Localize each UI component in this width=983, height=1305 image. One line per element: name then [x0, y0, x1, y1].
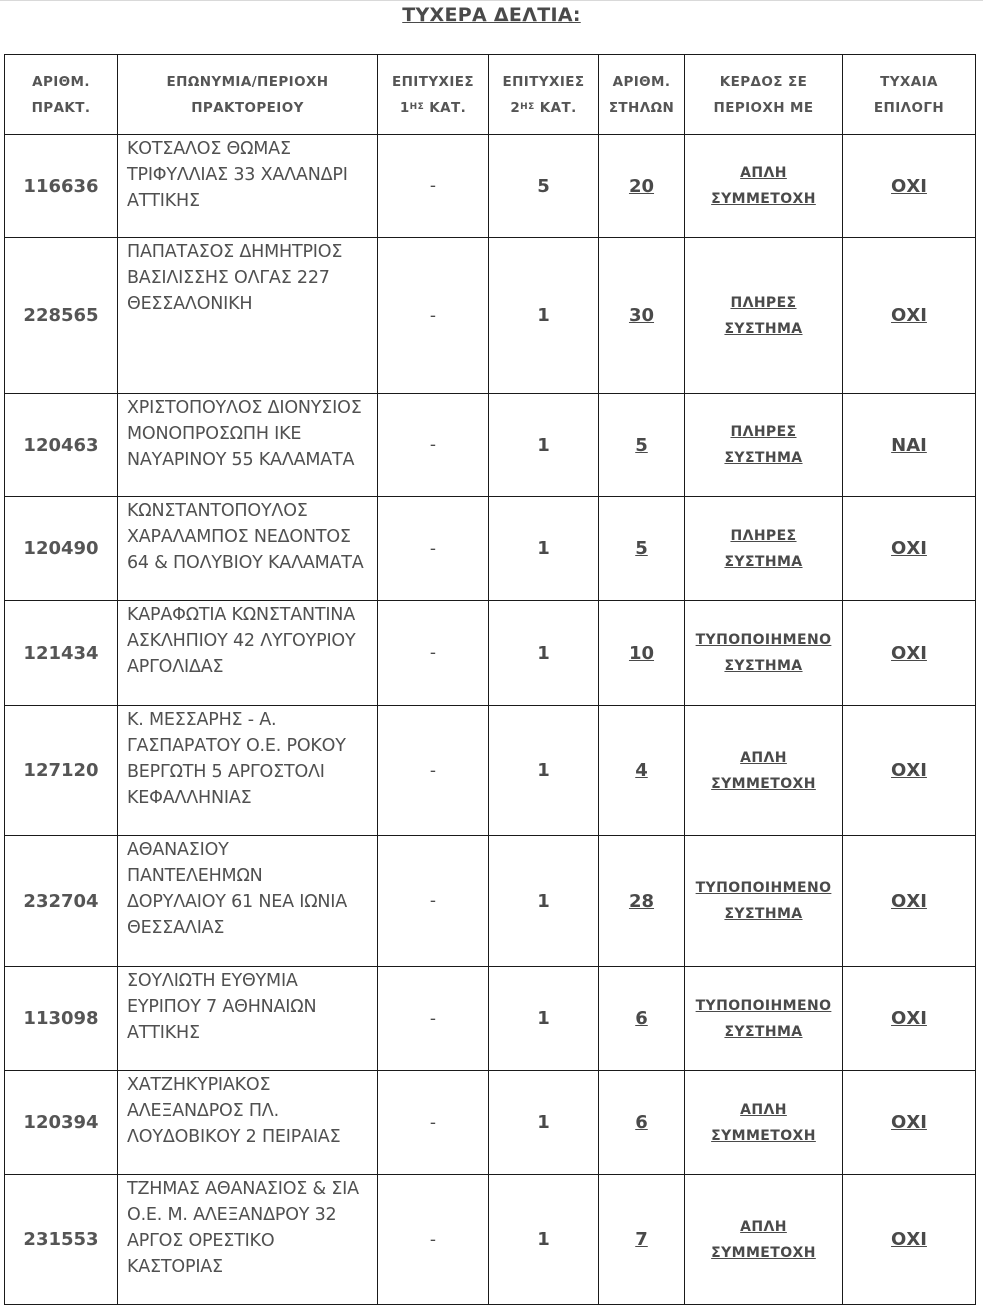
agency-code: 120490	[5, 497, 118, 601]
random-pick	[843, 1175, 976, 1305]
first-category-wins: -	[378, 238, 489, 394]
gain-type-link[interactable]: ΤΥΠΟΠΟΙΗΜΕΝΟ	[695, 632, 832, 648]
random-pick	[843, 836, 976, 967]
agency-code: 121434	[5, 601, 118, 706]
random-pick	[843, 967, 976, 1071]
table-row	[5, 238, 976, 394]
agency-name: ΚΑΡΑΦΩΤΙΑ ΚΩΝΣΤΑΝΤΙΝΑ ΑΣΚΛΗΠΙΟΥ 42 ΛΥΓΟΥΡΙΟΥ ΑΡΓΟΛΙΔΑΣ	[118, 601, 378, 706]
gain-type-link[interactable]: ΑΠΛΗ	[740, 1218, 787, 1235]
agency-name: ΚΩΝΣΤΑΝΤΟΠΟΥΛΟΣ ΧΑΡΑΛΑΜΠΟΣ ΝΕΔΟΝΤΟΣ 64 & ΠΟΛΥΒΙΟΥ ΚΑΛΑΜΑΤΑ	[118, 497, 378, 601]
column-count-link[interactable]: 4	[635, 760, 648, 781]
random-pick-link[interactable]: ΟΧΙ	[891, 890, 927, 912]
second-category-wins: 5	[489, 135, 599, 238]
second-category-wins: 1	[489, 836, 599, 967]
column-count-link[interactable]: 5	[635, 434, 648, 456]
agency-code: 127120	[5, 706, 118, 836]
random-pick-link[interactable]: ΝΑΙ	[891, 434, 927, 456]
gain-type	[685, 1175, 843, 1305]
column-count	[599, 497, 685, 601]
first-category-wins: -	[378, 601, 489, 706]
second-category-wins: 1	[489, 706, 599, 836]
gain-type	[685, 706, 843, 836]
column-count-link[interactable]: 7	[635, 1229, 648, 1250]
gain-type	[685, 601, 843, 706]
first-category-wins: -	[378, 135, 489, 238]
header-agency-code: ΑΡΙΘΜ. ΠΡΑΚΤ.	[5, 55, 118, 135]
gain-type	[685, 1071, 843, 1175]
column-count	[599, 394, 685, 497]
header-row	[5, 55, 976, 135]
header-random-pick: ΤΥΧΑΙΑ ΕΠΙΛΟΓΗ	[843, 55, 976, 135]
table-row	[5, 836, 976, 967]
gain-type-link[interactable]: ΣΥΣΤΗΜΑ	[724, 320, 803, 337]
random-pick	[843, 1071, 976, 1175]
random-pick	[843, 238, 976, 394]
first-category-wins: -	[378, 967, 489, 1071]
random-pick-link[interactable]: ΟΧΙ	[891, 305, 927, 326]
column-count-link[interactable]: 6	[635, 1008, 648, 1029]
random-pick	[843, 497, 976, 601]
second-category-wins: 1	[489, 238, 599, 394]
agency-code: 113098	[5, 967, 118, 1071]
column-count-link[interactable]: 6	[635, 1112, 648, 1133]
lucky-slips-table	[4, 54, 976, 1305]
table-row	[5, 497, 976, 601]
gain-type-link[interactable]: ΠΛΗΡΕΣ	[730, 527, 797, 544]
gain-type-link[interactable]: ΤΥΠΟΠΟΙΗΜΕΝΟ	[695, 880, 832, 896]
column-count	[599, 706, 685, 836]
second-category-wins: 1	[489, 394, 599, 497]
table-row	[5, 1175, 976, 1305]
table-row	[5, 601, 976, 706]
agency-name: ΚΟΤΣΑΛΟΣ ΘΩΜΑΣ ΤΡΙΦΥΛΛΙΑΣ 33 ΧΑΛΑΝΔΡΙ ΑΤΤΙΚΗΣ	[118, 135, 378, 238]
first-category-wins: -	[378, 497, 489, 601]
agency-code: 120463	[5, 394, 118, 497]
page-title: ΤΥΧΕΡΑ ΔΕΛΤΙΑ:	[402, 4, 581, 26]
header-gain-type: ΚΕΡΔΟΣ ΣΕ ΠΕΡΙΟΧΗ ΜΕ	[685, 55, 843, 135]
agency-name: Κ. ΜΕΣΣΑΡΗΣ - Α. ΓΑΣΠΑΡΑΤΟΥ Ο.Ε. ΡΟΚΟΥ ΒΕΡΓΩΤΗ 5 ΑΡΓΟΣΤΟΛΙ ΚΕΦΑΛΛΗΝΙΑΣ	[118, 706, 378, 836]
column-count	[599, 967, 685, 1071]
agency-code: 231553	[5, 1175, 118, 1305]
column-count-link[interactable]: 28	[628, 890, 655, 912]
gain-type-link[interactable]: ΣΥΣΤΗΜΑ	[724, 906, 803, 922]
gain-type	[685, 238, 843, 394]
table-body	[5, 135, 976, 1305]
header-column-count: ΑΡΙΘΜ. ΣΤΗΛΩΝ	[599, 55, 685, 135]
random-pick-link[interactable]: ΟΧΙ	[891, 1008, 927, 1029]
header-first-category-wins: ΕΠΙΤΥΧΙΕΣ $1^{H\Sigma}$ ΚΑΤ.	[378, 55, 489, 135]
random-pick-link[interactable]: ΟΧΙ	[891, 538, 927, 559]
table-row	[5, 967, 976, 1071]
column-count	[599, 238, 685, 394]
random-pick-link[interactable]: ΟΧΙ	[891, 642, 927, 664]
random-pick	[843, 135, 976, 238]
column-count-link[interactable]: 20	[628, 175, 655, 197]
gain-type	[685, 836, 843, 967]
agency-name: ΤΖΗΜΑΣ ΑΘΑΝΑΣΙΟΣ & ΣΙΑ Ο.Ε. Μ. ΑΛΕΞΑΝΔΡΟΥ 32 ΑΡΓΟΣ ΟΡΕΣΤΙΚΟ ΚΑΣΤΟΡΙΑΣ	[118, 1175, 378, 1305]
column-count	[599, 836, 685, 967]
first-category-wins: -	[378, 1071, 489, 1175]
gain-type	[685, 497, 843, 601]
random-pick-link[interactable]: ΟΧΙ	[891, 760, 927, 781]
random-pick-link[interactable]: ΟΧΙ	[891, 1112, 927, 1133]
agency-name: ΑΘΑΝΑΣΙΟΥ ΠΑΝΤΕΛΕΗΜΩΝ ΔΟΡΥΛΑΙΟΥ 61 ΝΕΑ ΙΩΝΙΑ ΘΕΣΣΑΛΙΑΣ	[118, 836, 378, 967]
gain-type-link[interactable]: ΣΥΣΤΗΜΑ	[724, 658, 803, 674]
top-divider	[0, 0, 983, 1]
second-category-wins: 1	[489, 601, 599, 706]
agency-code: 116636	[5, 135, 118, 238]
column-count	[599, 1175, 685, 1305]
gain-type-link[interactable]: ΣΥΣΤΗΜΑ	[724, 1023, 803, 1040]
first-category-wins: -	[378, 706, 489, 836]
gain-type-link[interactable]: ΣΥΣΤΗΜΑ	[724, 450, 803, 466]
random-pick	[843, 394, 976, 497]
gain-type	[685, 135, 843, 238]
column-count-link[interactable]: 5	[635, 538, 648, 559]
first-category-wins: -	[378, 394, 489, 497]
second-category-wins: 1	[489, 967, 599, 1071]
agency-name: ΧΡΙΣΤΟΠΟΥΛΟΣ ΔΙΟΝΥΣΙΟΣ ΜΟΝΟΠΡΟΣΩΠΗ ΙΚΕ ΝΑΥΑΡΙΝΟΥ 55 ΚΑΛΑΜΑΤΑ	[118, 394, 378, 497]
gain-type-link[interactable]: ΣΥΜΜΕΤΟΧΗ	[711, 775, 816, 792]
header-agency-name: ΕΠΩΝΥΜΙΑ/ΠΕΡΙΟΧΗ ΠΡΑΚΤΟΡΕΙΟΥ	[118, 55, 378, 135]
random-pick-link[interactable]: ΟΧΙ	[891, 175, 927, 197]
column-count	[599, 135, 685, 238]
gain-type-link[interactable]: ΣΥΜΜΕΤΟΧΗ	[711, 1127, 816, 1144]
agency-code: 232704	[5, 836, 118, 967]
column-count	[599, 601, 685, 706]
first-category-wins: -	[378, 836, 489, 967]
gain-type	[685, 967, 843, 1071]
gain-type-link[interactable]: ΠΛΗΡΕΣ	[730, 424, 797, 440]
random-pick-link[interactable]: ΟΧΙ	[891, 1229, 927, 1250]
column-count-link[interactable]: 30	[628, 305, 655, 326]
gain-type-link[interactable]: ΣΥΜΜΕΤΟΧΗ	[711, 1244, 816, 1261]
gain-type-link[interactable]: ΣΥΜΜΕΤΟΧΗ	[711, 191, 816, 207]
second-category-wins: 1	[489, 497, 599, 601]
table-row	[5, 394, 976, 497]
second-category-wins: 1	[489, 1071, 599, 1175]
column-count	[599, 1071, 685, 1175]
agency-code: 228565	[5, 238, 118, 394]
gain-type-link[interactable]: ΠΛΗΡΕΣ	[730, 294, 797, 311]
second-category-wins: 1	[489, 1175, 599, 1305]
first-category-wins: -	[378, 1175, 489, 1305]
agency-name: ΧΑΤΖΗΚΥΡΙΑΚΟΣ ΑΛΕΞΑΝΔΡΟΣ ΠΛ. ΛΟΥΔΟΒΙΚΟΥ 2 ΠΕΙΡΑΙΑΣ	[118, 1071, 378, 1175]
agency-name: ΣΟΥΛΙΩΤΗ ΕΥΘΥΜΙΑ ΕΥΡΙΠΟΥ 7 ΑΘΗΝΑΙΩΝ ΑΤΤΙΚΗΣ	[118, 967, 378, 1071]
header-second-category-wins: ΕΠΙΤΥΧΙΕΣ $2^{H\Sigma}$ ΚΑΤ.	[489, 55, 599, 135]
gain-type-link[interactable]: ΤΥΠΟΠΟΙΗΜΕΝΟ	[695, 997, 832, 1014]
table-row	[5, 1071, 976, 1175]
gain-type-link[interactable]: ΑΠΛΗ	[740, 749, 787, 766]
agency-name: ΠΑΠΑΤΑΣΟΣ ΔΗΜΗΤΡΙΟΣ ΒΑΣΙΛΙΣΣΗΣ ΟΛΓΑΣ 227 ΘΕΣΣΑΛΟΝΙΚΗ	[118, 238, 378, 394]
gain-type	[685, 394, 843, 497]
gain-type-link[interactable]: ΑΠΛΗ	[740, 1101, 787, 1118]
random-pick	[843, 706, 976, 836]
gain-type-link[interactable]: ΣΥΣΤΗΜΑ	[724, 553, 803, 570]
table-row	[5, 706, 976, 836]
column-count-link[interactable]: 10	[628, 642, 655, 664]
agency-code: 120394	[5, 1071, 118, 1175]
gain-type-link[interactable]: ΑΠΛΗ	[740, 165, 787, 181]
random-pick	[843, 601, 976, 706]
table-row	[5, 135, 976, 238]
